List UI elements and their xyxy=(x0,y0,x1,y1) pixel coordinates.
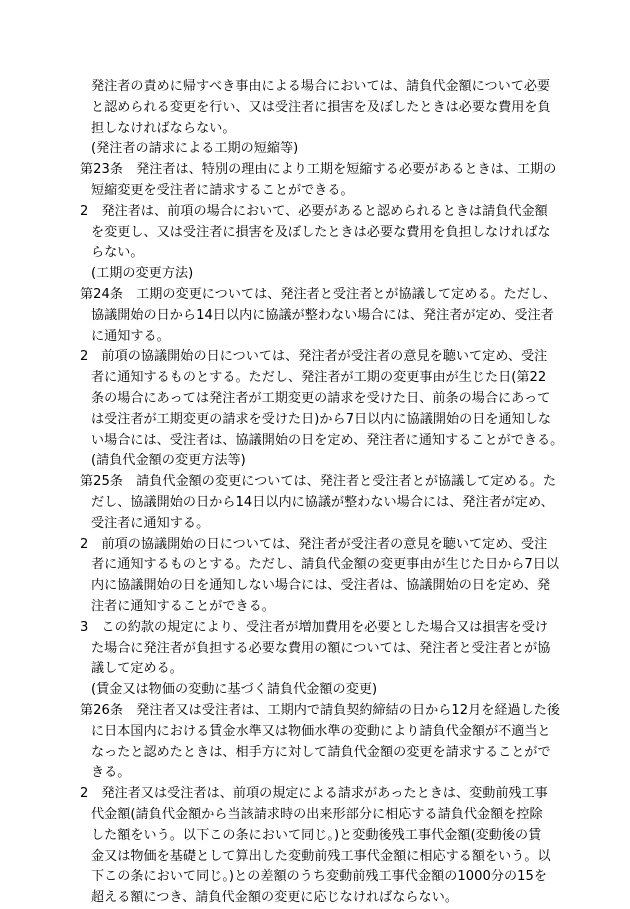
numbered-paragraph-line: 2 前項の協議開始の日については、発注者が受注者の意見を聴いて定め、受注 xyxy=(80,349,548,364)
numbered-paragraph-line: 2 発注者又は受注者は、前項の規定による請求があったときは、変動前残工事 xyxy=(80,786,548,801)
text-line: だし、協議開始の日から14日以内に協議が整わない場合には、発注者が定め、 xyxy=(91,495,554,510)
text-line: 注者に通知することができる。 xyxy=(91,599,275,614)
text-line: に日本国内における賃金水準又は物価水準の変動により請負代金額が不適当と xyxy=(91,724,551,739)
numbered-paragraph-line: 3 この約款の規定により、受注者が増加費用を必要とした場合又は損害を受け xyxy=(80,620,549,635)
text-line: きる。 xyxy=(91,765,131,780)
numbered-paragraph-line: 2 発注者は、前項の場合において、必要があると認められるときは請負代金額 xyxy=(80,204,548,219)
text-line: と認められる変更を行い、又は受注者に損害を及ぼしたときは必要な費用を負 xyxy=(91,100,551,115)
article-heading-line: 第26条 発注者又は受注者は、工期内で請負契約締結の日から12月を経過した後 xyxy=(80,703,561,718)
text-line: 協議開始の日から14日以内に協議が整わない場合には、発注者が定め、受注者 xyxy=(91,308,554,323)
article-heading-line: 第24条 工期の変更については、発注者と受注者とが協議して定める。ただし、 xyxy=(80,287,557,302)
numbered-paragraph-line: 2 前項の協議開始の日については、発注者が受注者の意見を聴いて定め、受注 xyxy=(80,537,548,552)
text-line: 内に協議開始の日を通知しない場合には、受注者は、協議開始の日を定め、発 xyxy=(91,578,551,593)
text-line: なったと認めたときは、相手方に対して請負代金額の変更を請求することがで xyxy=(91,745,551,760)
text-line: 超える額につき、請負代金額の変更に応じなければならない。 xyxy=(91,890,458,905)
section-heading: (工期の変更方法) xyxy=(91,266,194,281)
text-line: た場合に発注者が負担する必要な費用の額については、発注者と受注者とが協 xyxy=(91,641,551,656)
text-line: い場合には、受注者は、協議開始の日を定め、発注者に通知することができる。 xyxy=(91,433,564,448)
text-line: 代金額(請負代金額から当該請求時の出来形部分に相応する請負代金額を控除 xyxy=(91,807,543,822)
section-heading: (賃金又は物価の変動に基づく請負代金額の変更) xyxy=(91,682,378,697)
text-line: した額をいう。以下この条において同じ。)と変動後残工事代金額(変動後の賃 xyxy=(91,828,542,843)
text-line: は受注者が工期変更の請求を受けた日)から7日以内に協議開始の日を通知しな xyxy=(91,412,552,427)
article-heading-line: 第25条 請負代金額の変更については、発注者と受注者とが協議して定める。た xyxy=(80,474,557,489)
text-line: らない。 xyxy=(91,245,144,260)
text-line: に通知する。 xyxy=(91,329,170,344)
text-line: 担しなければならない。 xyxy=(91,121,236,136)
section-heading: (発注者の請求による工期の短縮等) xyxy=(91,141,299,156)
text-line: 者に通知するものとする。ただし、発注者が工期の変更事由が生じた日(第22 xyxy=(91,370,547,385)
section-heading: (請負代金額の変更方法等) xyxy=(91,453,246,468)
text-line: 発注者の責めに帰すべき事由による場合においては、請負代金額について必要 xyxy=(91,79,551,94)
text-line: 短縮変更を受注者に請求することができる。 xyxy=(91,183,354,198)
article-heading-line: 第23条 発注者は、特別の理由により工期を短縮する必要があるときは、工期の xyxy=(80,162,557,177)
text-line: 者に通知するものとする。ただし、請負代金額の変更事由が生じた日から7日以 xyxy=(91,557,560,572)
text-line: 議して定める。 xyxy=(91,661,183,676)
text-line: 金又は物価を基礎として算出した変動前残工事代金額に相応する額をいう。以 xyxy=(91,849,551,864)
text-line: を変更し、又は受注者に損害を及ぼしたときは必要な費用を負担しなければな xyxy=(91,225,551,240)
text-line: 受注者に通知する。 xyxy=(91,516,210,531)
text-line: 下この条において同じ。)との差額のうち変動前残工事代金額の1000分の15を xyxy=(91,869,547,884)
text-line: 条の場合にあっては発注者が工期変更の請求を受けた日、前条の場合にあって xyxy=(91,391,551,406)
